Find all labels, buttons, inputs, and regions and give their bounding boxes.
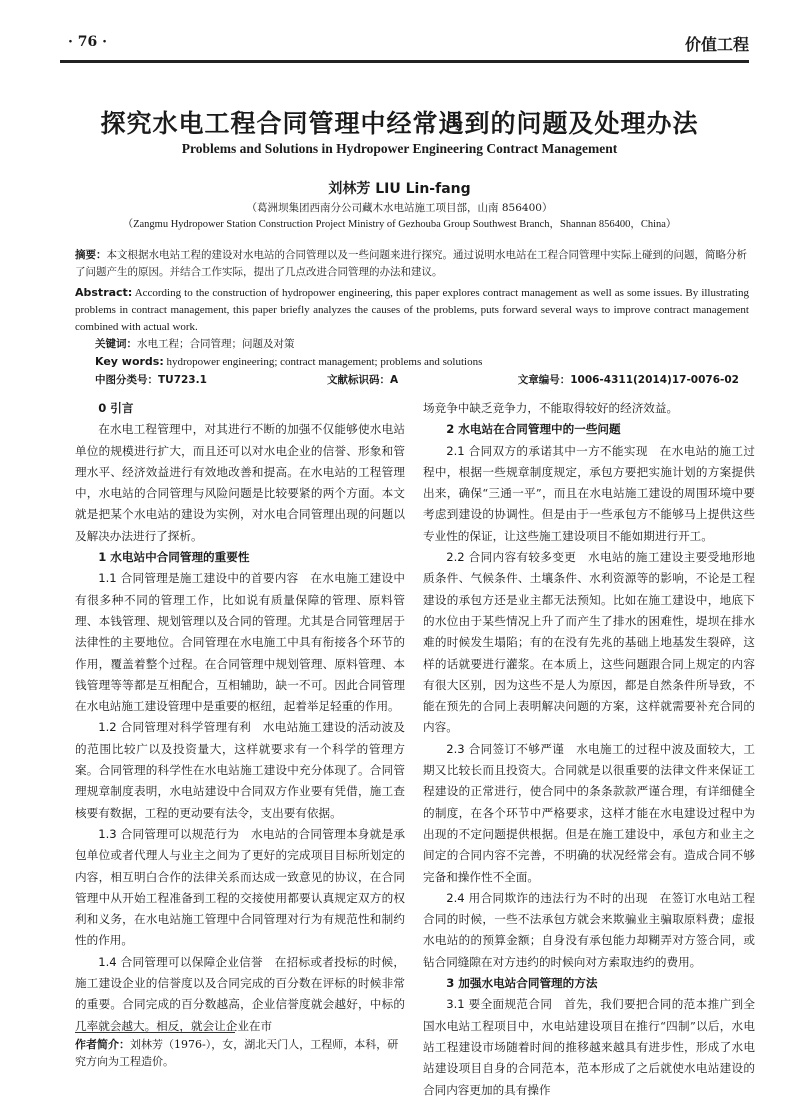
paragraph-text: 水电站的合同管理本身就是承包单位或者代理人与业主之间为了更好的完成项目目标所划定的内容，相互明白合作的法律关系而达成一致意见的协议，在合同管理中从开始工程准备到工程的交接使用都要认真规定双方的权利和义务，在水电站施工管理中合同管理对行为有规范性和制约性的作用。 xyxy=(75,826,405,948)
affiliation-en: （Zangmu Hydropower Station Construction Project Ministry of Gezhouba Group Southwest Branch，Shannan 856400，China） xyxy=(122,219,677,230)
running-header xyxy=(60,30,749,58)
subsection-heading: 1.2 合同管理对科学管理有利 xyxy=(98,720,252,735)
paragraph-text: 水电站施工建设的活动波及的范围比较广以及投资量大，这样就要求有一个科学的管理方案。合同管理的科学性在水电站施工建设中充分体现了。合同管理规章制度表明，水电站建设中合同双方作业要有凭借，施工查核要有数据，工程的更动要有法令，支出要有依据。 xyxy=(75,720,405,820)
keywords-en-label: Key words: xyxy=(95,355,164,368)
subsection-heading: 3.1 要全面规范合同 xyxy=(446,997,553,1012)
section-heading-text: 0 引言 xyxy=(98,401,134,415)
footnote-rule xyxy=(75,1032,235,1033)
author-footnote xyxy=(75,1036,405,1070)
paragraph-text: 水电站的施工建设主要受地形地质条件、气候条件、土壤条件、水利资源等的影响，不论是工程建设的承包方还是业主都无法预知。比如在施工建设中，地底下的水位由于某些情况上升了而产生了排水的困难性，堤坝在排水难的时候发生塌陷；有的在没有先兆的基础上地基发生裂碎，这样的话就要进行灌浆。在本质上，这些问题跟合同上规定的内容有很大区别，因为这些不是人为原因，都是自然条件所导致，不能在预先的合同上表明解决问题的方案，这样就需要补充合同的内容。 xyxy=(423,550,755,735)
paragraph-text: 在水电站的施工过程中，根据一些规章制度规定，承包方要把实施计划的方案提供出来，确保“三通一平”，而且在水电站施工建设的周围环境中要考虑到建设的协调性。但是由于一些承包方不能够马上提供这些专业性的保证，让这些施工建设项目不能如期进行开工。 xyxy=(423,443,755,543)
body-paragraph xyxy=(423,994,755,1100)
section-heading-text: 1 水电站中合同管理的重要性 xyxy=(98,550,250,565)
body-paragraph xyxy=(75,419,405,547)
page-number: · 76 · xyxy=(68,34,107,50)
body-paragraph xyxy=(75,824,405,952)
author-line: 刘林芳 LIU Lin-fang xyxy=(328,181,471,197)
subsection-heading: 2.1 合同双方的承诺其中一方不能实现 xyxy=(446,443,648,458)
journal-name: 价值工程 xyxy=(684,35,749,54)
body-column-right xyxy=(423,398,755,1101)
header-rule xyxy=(60,60,749,63)
section-heading-text: 2 水电站在合同管理中的一些问题 xyxy=(446,422,621,437)
section-heading xyxy=(423,419,755,440)
paragraph-text: 在签订水电站工程合同的时候，一些不法承包方就会来欺骗业主骗取原料费；虚报水电站的的预算金额；自身没有承包能力却糊弄对方签合同，或钻合同缝隙在对方违约的时候向对方索取违约的费用。 xyxy=(423,890,755,969)
paragraph-text: 水电施工的过程中波及面较大，工期又比较长而且投资大。合同就是以很重要的法律文件来保证工程建设的正常进行，使合同中的条条款款严谨合理，有详细健全的制度，在各个环节中严格要求，这样才能在水电建设过程中为出现的不定问题提供根据。但是在施工建设中，承包方和业主之间定的合同内容不完善，不明确的状况经常会有。造成合同不够完备和操作性不全面。 xyxy=(423,741,755,884)
affiliation-cn: （葛洲坝集团西南分公司藏木水电站施工项目部，山南 856400） xyxy=(246,202,553,214)
subsection-heading: 2.4 用合同欺诈的违法行为不时的出现 xyxy=(446,890,648,905)
footnote-label: 作者简介： xyxy=(75,1038,130,1051)
abstract-en xyxy=(75,284,749,336)
abstract-cn xyxy=(75,247,749,281)
subsection-heading: 1.4 合同管理可以保障企业信誉 xyxy=(98,954,263,969)
abstract-en-label: Abstract: xyxy=(75,286,133,299)
clc-number: 中图分类号：TU723.1 xyxy=(95,374,207,386)
paragraph-text: 在招标或者投标的时候，施工建设企业的信誉度以及合同完成的百分数在评标的时候非常的重要。合同完成的百分数越高，企业信誉度就会越好，中标的几率就会越大。相反，就会让企业在市 xyxy=(75,954,405,1033)
body-paragraph xyxy=(75,568,405,717)
subsection-heading: 2.2 合同内容有较多变更 xyxy=(446,550,577,565)
paragraph-text: 场竞争中缺乏竞争力，不能取得较好的经济效益。 xyxy=(423,401,679,415)
body-paragraph xyxy=(423,398,755,419)
subsection-heading: 1.3 合同管理可以规范行为 xyxy=(98,826,240,841)
footnote-text: 刘林芳（1976-），女，湖北天门人，工程师，本科，研究方向为工程造价。 xyxy=(75,1038,399,1068)
article-subtitle-en: Problems and Solutions in Hydropower Engineering Contract Management xyxy=(181,141,618,156)
abstract-cn-text: 本文根据水电站工程的建设对水电站的合同管理以及一些问题来进行探究。通过说明水电站在工程合同管理中实际上碰到的问题，简略分析了问题产生的原因。并结合工作实际，提出了几点改进合同管理的办法和建议。 xyxy=(75,249,747,278)
keywords-cn xyxy=(95,336,749,351)
keywords-en-text: hydropower engineering; contract management; problems and solutions xyxy=(166,356,483,368)
keywords-cn-label: 关键词： xyxy=(95,338,137,350)
document-code: 文献标识码：A xyxy=(327,374,399,386)
section-heading xyxy=(75,547,405,568)
abstract-en-text: According to the construction of hydropower engineering, this paper explores contract management as well as some issues. By illustrating problems in contract management, this paper briefly analyzes the causes of the problems, puts forward several ways to improve contract management combined with actual work. xyxy=(75,287,749,333)
article-title: 探究水电工程合同管理中经常遇到的问题及处理办法 xyxy=(100,109,699,138)
section-heading xyxy=(423,973,755,994)
body-paragraph xyxy=(423,888,755,973)
body-paragraph xyxy=(423,547,755,739)
body-paragraph xyxy=(75,952,405,1037)
body-paragraph xyxy=(423,739,755,888)
classification-row xyxy=(95,372,739,388)
subsection-heading: 1.1 合同管理是施工建设中的首要内容 xyxy=(98,571,299,586)
keywords-cn-text: 水电工程；合同管理；问题及对策 xyxy=(137,338,295,350)
subsection-heading: 2.3 合同签订不够严谨 xyxy=(446,741,565,756)
section-heading-text: 3 加强水电站合同管理的方法 xyxy=(446,976,598,991)
abstract-cn-label: 摘要： xyxy=(75,249,107,261)
body-paragraph xyxy=(423,441,755,547)
paragraph-text: 在水电施工建设中有很多种不同的管理工作，比如说有质量保障的管理、原料管理、本钱管理、规划管理以及合同的管理。尤其是合同管理居于法律性的主要地位。合同管理在水电施工中具有衔接各个环节的作用，覆盖着整个过程。在合同管理中规划管理、原料管理、本钱管理等等都是互相配合，互相辅助，缺一不可。因此合同管理在水电站施工建设管理中是重要的枢纽，起着举足轻重的作用。 xyxy=(75,571,405,714)
section-heading xyxy=(75,398,405,419)
paragraph-text: 在水电工程管理中，对其进行不断的加强不仅能够使水电站单位的规模进行扩大，而且还可以对水电企业的信誉、形象和管理水平、经济效益进行有效地改善和提高。在水电站的工程管理中，水电站的合同管理与风险问题是比较要紧的两个方面。本文就是把某个水电站的建设为实例，对水电合同管理出现的问题以及解决办法进行了探析。 xyxy=(75,422,405,543)
paragraph-text: 首先，我们要把合同的范本推广到全国水电站工程项目中，水电站建设项目在推行“四制”以后，水电站工程建设市场随着时间的推移越来越具有进步性，形成了水电站建设项目自身的合同范本，范本形成了之后就使水电站建设的合同内容更加的具有操作 xyxy=(423,997,755,1097)
article-number: 文章编号：1006-4311(2014)17-0076-02 xyxy=(517,374,739,386)
keywords-en xyxy=(95,355,749,368)
body-paragraph xyxy=(75,717,405,823)
body-column-left xyxy=(75,398,405,1037)
